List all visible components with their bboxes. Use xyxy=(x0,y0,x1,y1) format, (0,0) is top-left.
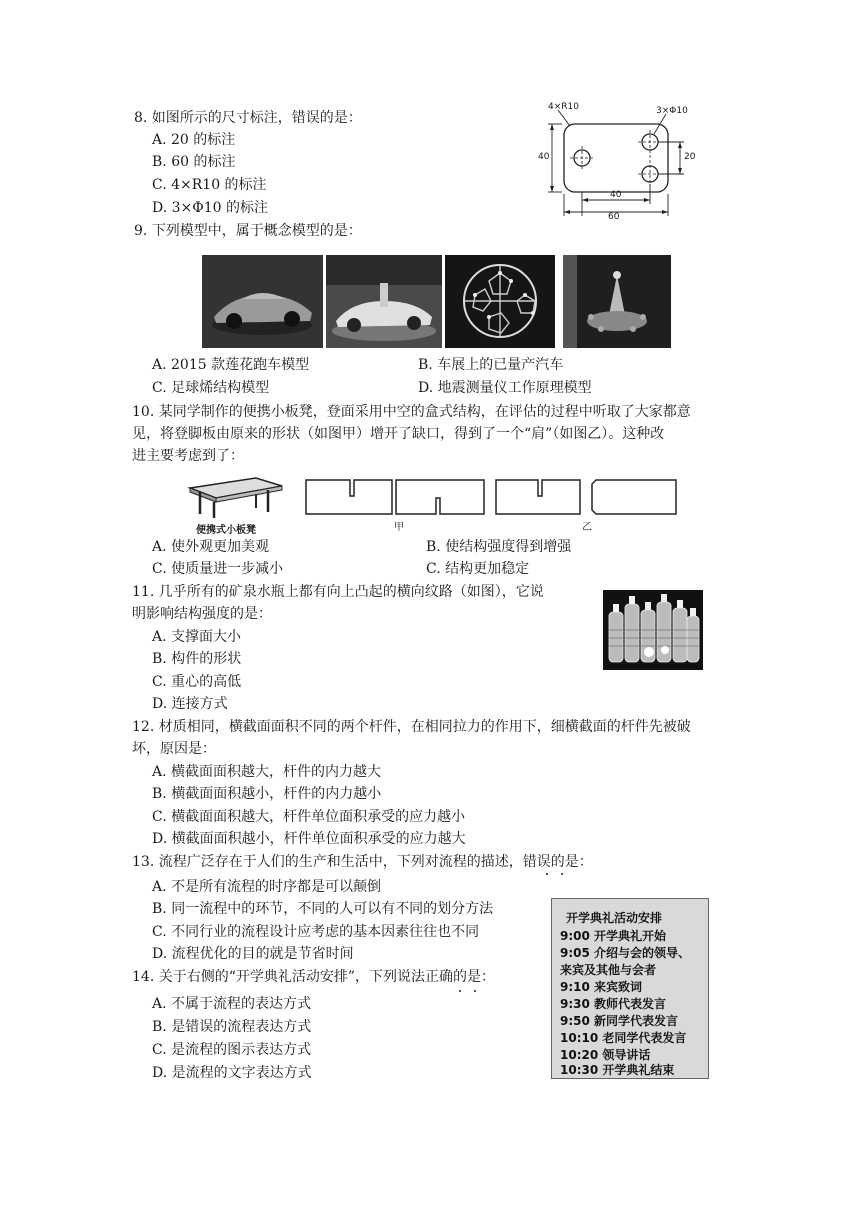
q13-stem: 13. 流程广泛存在于人们的生产和生活中，下列对流程的描述，错误的是： xyxy=(132,854,593,870)
q8-stem: 8. 如图所示的尺寸标注，错误的是： xyxy=(134,110,362,126)
q10-option-a[interactable]: A. 使外观更加美观 xyxy=(152,539,270,555)
q13-option-c[interactable]: C. 不同行业的流程设计应考虑的基本因素往往也不同 xyxy=(152,924,480,940)
q14-option-a[interactable]: A. 不属于流程的表达方式 xyxy=(152,996,312,1012)
fullerene-model-photo xyxy=(445,255,555,348)
schedule-row: 9:05 介绍与会的领导、 xyxy=(560,946,691,960)
label-4xr10: 4×R10 xyxy=(548,102,579,112)
dimension-drawing xyxy=(538,102,698,224)
stool-label: 便携式小板凳 xyxy=(196,525,256,536)
q13-option-a[interactable]: A. 不是所有流程的时序都是可以颠倒 xyxy=(152,879,382,895)
q14-option-b[interactable]: B. 是错误的流程表达方式 xyxy=(152,1019,312,1035)
label-60: 60 xyxy=(608,212,620,222)
q13-option-b[interactable]: B. 同一流程中的环节，不同的人可以有不同的划分方法 xyxy=(152,901,494,917)
q11-option-c[interactable]: C. 重心的高低 xyxy=(152,674,242,690)
portable-stool-figure xyxy=(186,474,286,534)
label-yi: 乙 xyxy=(582,522,592,533)
q11-stem-line2: 明影响结构强度的是： xyxy=(132,606,272,622)
seismometer-model-photo xyxy=(563,255,671,348)
q9-option-d[interactable]: D. 地震测量仪工作原理模型 xyxy=(418,380,592,396)
schedule-row: 10:10 老同学代表发言 xyxy=(560,1031,687,1045)
production-car-photo xyxy=(326,255,442,348)
q12-stem-line1: 12. 材质相同，横截面面积不同的两个杆件，在相同拉力的作用下，细横截面的杆件先被破 xyxy=(132,719,691,735)
emphasis-dot xyxy=(459,990,461,992)
label-3xphi10: 3×Φ10 xyxy=(656,106,688,116)
q11-option-b[interactable]: B. 构件的形状 xyxy=(152,651,242,667)
q10-stem-line1: 10. 某同学制作的便携小板凳，登面采用中空的盒式结构，在评估的过程中听取了大家都意 xyxy=(132,404,691,420)
q10-option-c2[interactable]: C. 结构更加稳定 xyxy=(426,561,530,577)
q10-stem-line3: 进主要考虑到了： xyxy=(132,448,244,464)
schedule-row: 来宾及其他与会者 xyxy=(560,963,657,977)
schedule-row: 9:00 开学典礼开始 xyxy=(560,929,667,943)
leg-shapes-drawing xyxy=(304,478,684,518)
q11-stem-line1: 11. 几乎所有的矿泉水瓶上都有向上凸起的横向纹路（如图），它说 xyxy=(132,584,544,600)
q13-option-d[interactable]: D. 流程优化的目的就是节省时间 xyxy=(152,946,354,962)
schedule-title: 开学典礼活动安排 xyxy=(566,911,663,925)
schedule-row: 10:30 开学典礼结束 xyxy=(560,1063,675,1077)
q8-dimension-figure xyxy=(538,102,698,224)
schedule-row: 9:10 来宾致词 xyxy=(560,980,643,994)
q10-option-c[interactable]: C. 使质量进一步减小 xyxy=(152,561,284,577)
q12-option-d[interactable]: D. 横截面面积越小，杆件单位面积承受的应力越大 xyxy=(152,831,466,847)
q14-option-c[interactable]: C. 是流程的图示表达方式 xyxy=(152,1042,312,1058)
q9-stem: 9. 下列模型中，属于概念模型的是： xyxy=(134,223,362,239)
ceremony-schedule-image xyxy=(551,898,709,1079)
emphasis-dot xyxy=(546,873,548,875)
q10-option-b[interactable]: B. 使结构强度得到增强 xyxy=(426,539,572,555)
label-40-vertical: 40 xyxy=(538,152,550,162)
q14-stem: 14. 关于右侧的“开学典礼活动安排”，下列说法正确的是： xyxy=(132,969,496,985)
sports-car-model-photo xyxy=(202,255,323,348)
q12-option-a[interactable]: A. 横截面面积越大，杆件的内力越大 xyxy=(152,764,382,780)
q12-option-c[interactable]: C. 横截面面积越大，杆件单位面积承受的应力越小 xyxy=(152,809,466,825)
q9-option-b[interactable]: B. 车展上的已量产汽车 xyxy=(418,357,564,373)
label-jia: 甲 xyxy=(394,522,404,533)
q10-stem-line2: 见，将登脚板由原来的形状（如图甲）增开了缺口，得到了一个“肩”（如图乙）。这种改 xyxy=(132,426,665,442)
stool-drawing xyxy=(186,474,286,520)
q9-option-a[interactable]: A. 2015 款莲花跑车模型 xyxy=(152,357,310,373)
label-20: 20 xyxy=(684,152,696,162)
schedule-row: 9:30 教师代表发言 xyxy=(560,997,667,1011)
leg-shapes-figure xyxy=(304,478,684,534)
q8-option-a[interactable]: A. 20 的标注 xyxy=(152,132,236,148)
q8-option-c[interactable]: C. 4×R10 的标注 xyxy=(152,177,267,193)
q8-option-d[interactable]: D. 3×Φ10 的标注 xyxy=(152,200,269,216)
schedule-row: 10:20 领导讲话 xyxy=(560,1048,651,1062)
q14-option-d[interactable]: D. 是流程的文字表达方式 xyxy=(152,1065,312,1081)
emphasis-dot xyxy=(561,873,563,875)
q9-option-c[interactable]: C. 足球烯结构模型 xyxy=(152,380,270,396)
emphasis-dot xyxy=(474,990,476,992)
q12-option-b[interactable]: B. 横截面面积越小，杆件的内力越小 xyxy=(152,786,382,802)
water-bottles-photo xyxy=(603,590,703,670)
q12-stem-line2: 坏，原因是： xyxy=(132,741,216,757)
schedule-row: 9:50 新同学代表发言 xyxy=(560,1014,679,1028)
q11-option-a[interactable]: A. 支撑面大小 xyxy=(152,629,242,645)
label-40-horizontal: 40 xyxy=(610,190,622,200)
q11-option-d[interactable]: D. 连接方式 xyxy=(152,696,228,712)
q8-option-b[interactable]: B. 60 的标注 xyxy=(152,154,236,170)
